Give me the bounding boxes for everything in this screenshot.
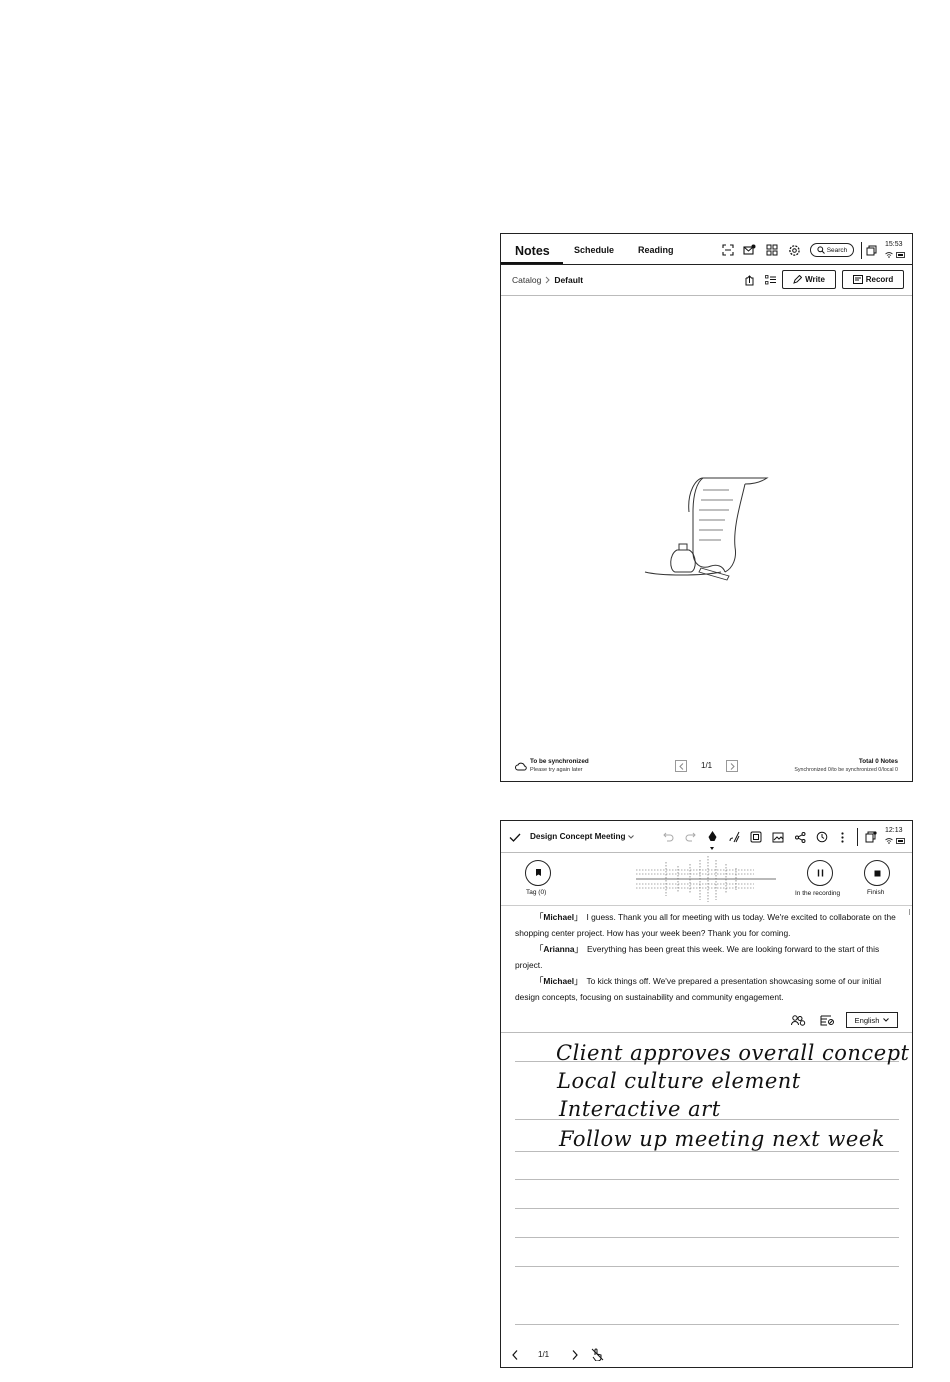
sync-counts: Synchronized 0/to be synchronized 0/local 0 [794,767,898,773]
wifi-icon [884,251,893,258]
waveform [636,856,776,902]
record-button[interactable] [842,270,904,289]
header-divider [501,264,913,265]
divider [861,242,862,259]
transcript-entry [515,941,899,973]
gear-icon[interactable] [787,243,801,257]
active-tool-marker [710,847,714,850]
undo-icon[interactable] [661,830,675,844]
ruled-line [515,1151,899,1152]
sync-status-subtitle: Please try again later [530,767,583,773]
screenshot-icon[interactable] [721,243,735,257]
prev-page-button[interactable] [675,760,687,772]
sync-status-title: To be synchronized [530,758,589,765]
note-title-text: Design Concept Meeting [530,832,626,841]
chevron-down-icon [628,835,634,839]
divider [857,828,858,846]
pause-icon [817,869,824,877]
recording-divider [501,905,913,906]
more-icon[interactable] [837,830,847,844]
pen-icon [793,275,802,284]
ruled-line [515,1266,899,1267]
write-label: Write [805,275,825,284]
image-icon[interactable] [771,830,785,844]
check-icon[interactable] [508,830,522,844]
battery-icon [896,837,906,844]
touch-icon[interactable] [590,1347,605,1362]
chevron-right-icon[interactable] [569,1348,581,1362]
clock: 12:13 [885,827,903,834]
ruled-line [515,1237,899,1238]
speaker-name: 「Arianna」 [535,944,583,954]
edit-transcript-icon[interactable] [819,1013,835,1027]
note-title[interactable] [530,832,634,841]
record-label: Record [865,275,894,284]
transcript-text: To kick things off. We've prepared a presentation showcasing some of our initial design concepts, focusing on sustainability and community engagement. [515,976,882,1002]
chevron-right-icon [730,763,735,770]
pause-button[interactable] [807,860,833,886]
brush-icon[interactable] [727,830,741,844]
battery-icon [896,251,906,258]
ruled-line [515,1208,899,1209]
handwritten-line: Client approves overall concept [556,1041,910,1065]
tab-notes[interactable]: Notes [515,244,550,258]
transcript [515,909,899,1005]
speaker-name: 「Michael」 [535,976,583,986]
breadcrumb-catalog[interactable]: Catalog [512,275,542,285]
history-icon[interactable] [815,830,829,844]
recording-status: In the recording [795,890,841,897]
stop-icon [874,870,881,877]
pen-tool-icon[interactable] [705,829,719,845]
tab-reading[interactable]: Reading [638,245,674,255]
window-icon[interactable] [865,244,877,256]
ruled-line [515,1179,899,1180]
apps-grid-icon[interactable] [765,243,779,257]
ruled-line [515,1324,899,1325]
toolbar-divider [501,295,913,296]
chevron-left-icon [679,763,684,770]
language-value: English [854,1015,880,1025]
record-icon [853,275,863,284]
write-button[interactable] [782,270,836,289]
notes-screen [500,233,913,782]
search-label: Search [826,246,848,254]
redo-icon[interactable] [683,830,697,844]
header-divider [501,852,913,853]
speaker-name: 「Michael」 [535,912,583,922]
layers-icon[interactable] [749,830,763,844]
language-select[interactable] [846,1012,898,1028]
total-notes: Total 0 Notes [858,758,898,765]
handwritten-line: Interactive art [559,1097,721,1121]
handwritten-line: Local culture element [557,1069,801,1093]
transcript-entry [515,909,899,941]
tab-schedule[interactable]: Schedule [574,245,615,255]
scroll-illustration [641,472,771,582]
search-button[interactable] [810,243,854,257]
upload-icon[interactable] [743,274,755,286]
finish-button[interactable] [864,860,890,886]
search-icon [817,246,825,254]
chevron-right-icon [545,276,550,284]
handwritten-line: Follow up meeting next week [559,1127,885,1151]
transcript-entry [515,973,899,1005]
share-icon[interactable] [793,830,807,844]
chevron-down-icon [883,1018,889,1022]
breadcrumb-current: Default [554,275,584,285]
cloud-icon [515,760,527,772]
list-icon[interactable] [764,274,776,286]
chevron-left-icon[interactable] [509,1348,521,1362]
window-icon[interactable] [864,830,878,844]
transcript-scroll-marker [909,909,910,915]
transcript-divider [501,1032,913,1033]
transcript-text: I guess. Thank you all for meeting with us today. We're excited to collaborate on the shopping center project. How has your week been? Thank you for coming. [515,912,896,938]
wifi-icon [884,837,893,844]
transcript-text: Everything has been great this week. We are looking forward to the start of this project. [515,944,880,970]
mail-icon[interactable] [742,243,756,257]
speaker-settings-icon[interactable] [790,1013,806,1027]
tag-icon [535,868,542,878]
page-indicator: 1/1 [538,1350,550,1359]
page-indicator: 1/1 [701,761,713,770]
tag-label: Tag (0) [526,889,547,896]
tag-button[interactable] [525,860,551,886]
next-page-button[interactable] [726,760,738,772]
clock: 15:53 [885,241,903,248]
note-editor-screen [500,820,913,1368]
finish-label: Finish [867,889,885,896]
breadcrumb [512,275,583,285]
